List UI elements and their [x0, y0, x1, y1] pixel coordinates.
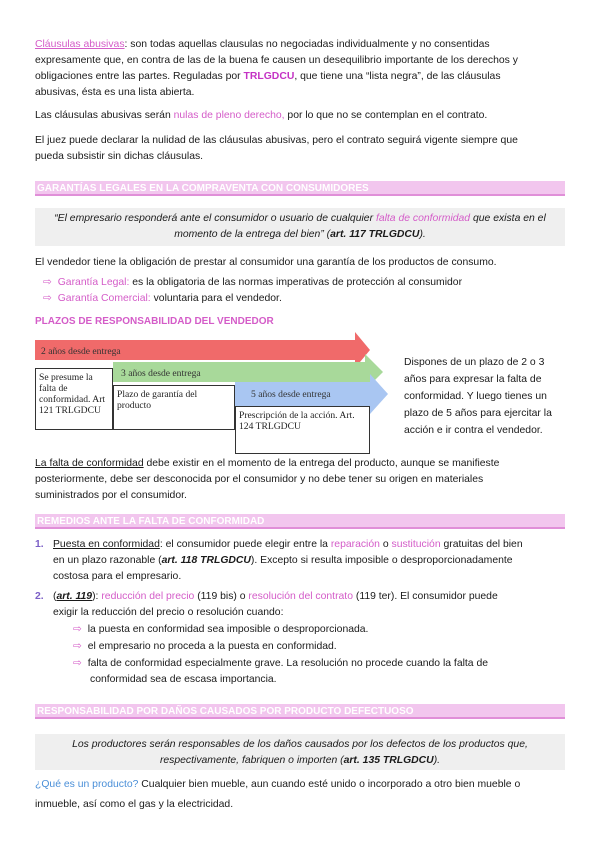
- sub-item-1: ⇨ la puesta en conformidad sea imposible o desproporcionada.: [73, 624, 369, 635]
- falta-line-3: suministrados por el consumidor.: [35, 490, 187, 501]
- intro-line-1: Cláusulas abusivas: son todas aquellas clausulas no negociadas individualmente y no consentidas: [35, 39, 490, 50]
- ref-art135: art. 135 TRLGDCU: [343, 755, 434, 766]
- term-falta-conformidad: falta de conformidad: [375, 213, 471, 224]
- arrow-2-label: 2 años desde entrega: [41, 346, 121, 357]
- remedio-item-2: 2. (art. 119): reducción del precio (119 bis) o resolución del contrato (119 ter). El consumidor puede: [35, 591, 498, 602]
- law-trlgdcu: TRLGDCU: [243, 71, 295, 82]
- plazos-side-text: Dispones de un plazo de 2 o 3 años para expresar la falta de conformidad. Y luego tienes un plazo de 5 años para ejercitar la acción e ir contra el vendedor.: [404, 357, 552, 436]
- intro-line-3: obligaciones entre las partes. Reguladas por TRLGDCU, que tiene una “lista negra”, de las cláusulas: [35, 71, 501, 82]
- arrow-3-label: 3 años desde entrega: [121, 368, 201, 379]
- section-header-garantias: GARANTÍAS LEGALES EN LA COMPRAVENTA CON CONSUMIDORES: [35, 181, 565, 196]
- arrow-icon: ⇨: [73, 641, 82, 652]
- falta-line-2: posteriormente, debe ser desconocida por el consumidor y no debe tener su origen en materiales: [35, 474, 484, 485]
- box-prescripcion: Prescripción de la acción. Art. 124 TRLGDCU: [235, 406, 370, 454]
- box-presuncion: Se presume la falta de conformidad. Art 121 TRLGDCU: [35, 368, 113, 430]
- sub-item-3-line-2: conformidad sea de escasa importancia.: [90, 674, 277, 685]
- section-header-responsabilidad: RESPONSABILIDAD POR DAÑOS CAUSADOS POR PRODUCTO DEFECTUOSO: [35, 704, 565, 719]
- vendedor-line: El vendedor tiene la obligación de prestar al consumidor una garantía de los productos de consumo.: [35, 257, 497, 268]
- term-clausulas-abusivas: Cláusulas abusivas: [35, 39, 125, 50]
- intro-line-4: abusivas, ésta es una lista abierta.: [35, 87, 195, 98]
- term-nulas: nulas de pleno derecho,: [173, 110, 285, 121]
- sub-item-2: ⇨ el empresario no proceda a la puesta en conformidad.: [73, 641, 337, 652]
- intro-line-2: expresamente que, en contra de las de la buena fe causen un desequilibrio importante de los derechos y: [35, 55, 518, 66]
- remedio-item-2-line-2: exigir la reducción del precio o resolución cuando:: [53, 607, 284, 618]
- nulidad-line: Las cláusulas abusivas serán nulas de pleno derecho, por lo que no se contemplan en el contrato.: [35, 110, 488, 121]
- arrow-icon: ⇨: [73, 624, 82, 635]
- juez-line-1: El juez puede declarar la nulidad de las cláusulas abusivas, pero el contrato seguirá vigente siempre que: [35, 135, 518, 146]
- box-plazo-garantia: Plazo de garantía del producto: [113, 385, 235, 430]
- falta-line-1: La falta de conformidad debe existir en el momento de la entrega del producto, aunque se manifieste: [35, 458, 500, 469]
- producto-line-1: ¿Qué es un producto? Cualquier bien mueble, aun cuando esté unido o incorporado a otro bien mueble o: [35, 779, 521, 790]
- arrow-icon: ⇨: [43, 277, 52, 288]
- quote-box-art117: “El empresario responderá ante el consumidor o usuario de cualquier falta de conformidad que exista en el momento de la entrega del bien” (art. 117 TRLGDCU).: [35, 208, 565, 246]
- quote-box-art135: Los productores serán responsables de los daños causados por los defectos de los productos que, respectivamente, fabriquen o importen (art. 135 TRLGDCU).: [35, 734, 565, 770]
- term-que-es-producto: ¿Qué es un producto?: [35, 779, 139, 790]
- plazos-title: PLAZOS DE RESPONSABILIDAD DEL VENDEDOR: [35, 316, 274, 327]
- arrow-icon: ⇨: [43, 293, 52, 304]
- ref-art117: art. 117 TRLGDCU: [330, 229, 420, 240]
- arrow-5-label: 5 años desde entrega: [251, 389, 331, 400]
- list-item-garantia-legal: ⇨ Garantía Legal: es la obligatoria de las normas imperativas de protección al consumidor: [43, 277, 463, 288]
- sub-item-3: ⇨ falta de conformidad especialmente grave. La resolución no procede cuando la falta de: [73, 658, 489, 669]
- remedio-item-1-line-2: en un plazo razonable (art. 118 TRLGDCU). Excepto si resulta imposible o desproporcionadamente: [53, 555, 513, 566]
- arrow-icon: ⇨: [73, 658, 82, 669]
- remedio-item-1-line-3: costosa para el empresario.: [53, 571, 182, 582]
- plazos-diagram: [35, 332, 395, 432]
- section-header-remedios: REMEDIOS ANTE LA FALTA DE CONFORMIDAD: [35, 514, 565, 529]
- juez-line-2: pueda subsistir sin dichas cláusulas.: [35, 151, 204, 162]
- remedio-item-1: 1. Puesta en conformidad: el consumidor puede elegir entre la reparación o sustitución gratuitas del bien: [35, 539, 523, 550]
- list-item-garantia-comercial: ⇨ Garantía Comercial: voluntaria para el vendedor.: [43, 293, 282, 304]
- term-falta-conformidad-2: La falta de conformidad: [35, 458, 144, 469]
- producto-line-2: inmueble, así como el gas y la electricidad.: [35, 799, 234, 810]
